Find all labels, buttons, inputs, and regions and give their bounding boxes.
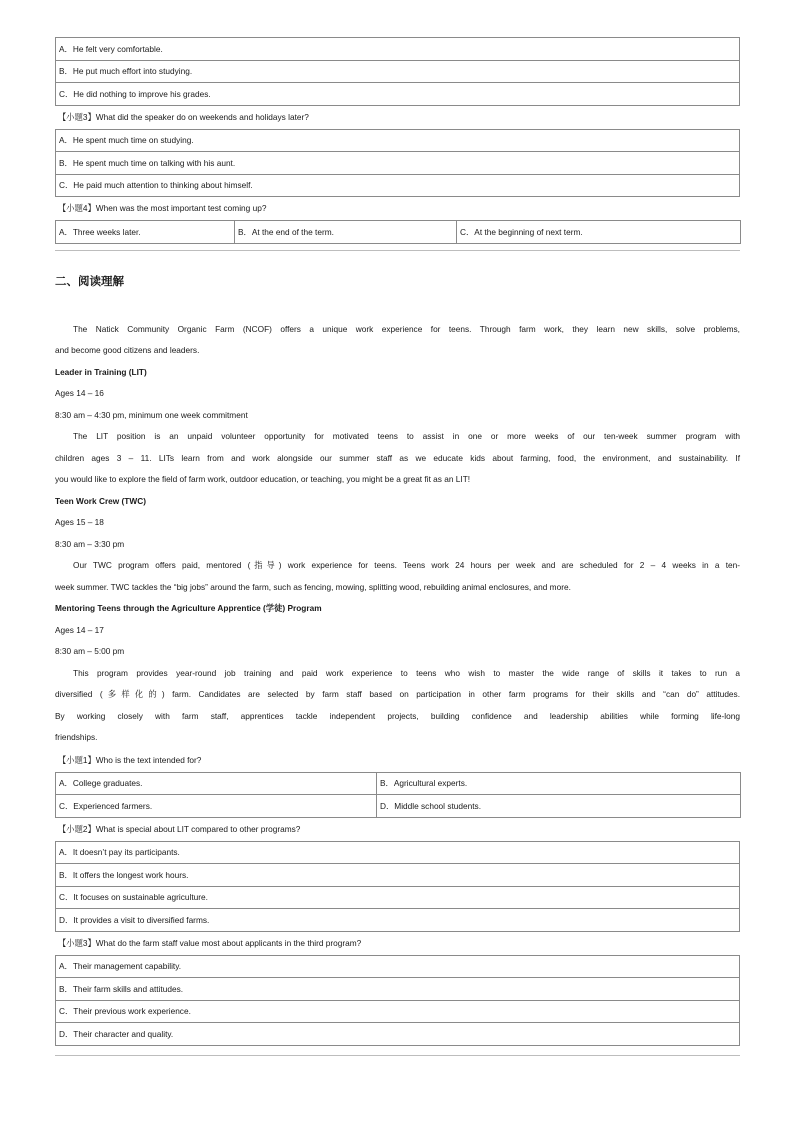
passage-line: children ages 3 – 11. LITs learn from and work alongside our summer staff as we educate kids about farming, food, the environment, and sustainability. If — [55, 452, 740, 463]
option-b[interactable]: B．It offers the longest work hours. — [56, 864, 740, 887]
option-a[interactable]: A．College graduates. — [56, 772, 377, 795]
option-c[interactable]: C．Experienced farmers. — [56, 795, 377, 818]
passage-line: week summer. TWC tackles the “big jobs” around the farm, such as fencing, mowing, splitting wood, rebuilding animal enclosures, and more. — [55, 581, 571, 592]
program-ages: Ages 14 – 16 — [55, 388, 104, 398]
option-c[interactable]: C．Their previous work experience. — [56, 1000, 740, 1023]
option-c[interactable]: C．At the beginning of next term. — [457, 221, 741, 244]
passage-line: By working closely with farm staff, apprentices tackle independent projects, building confidence and leadership abilities while forming life-long — [55, 710, 740, 721]
question-3: 【小题3】What do the farm staff value most about applicants in the third program? — [58, 937, 362, 948]
option-a[interactable]: A．He spent much time on studying. — [56, 129, 740, 152]
program-hours: 8:30 am – 4:30 pm, minimum one week commitment — [55, 409, 248, 420]
option-a[interactable]: A．Their management capability. — [56, 955, 740, 978]
worksheet-page — [55, 37, 740, 1056]
program-ages: Ages 15 – 18 — [55, 517, 104, 527]
q3-options-table — [55, 129, 740, 198]
option-a[interactable]: A．Three weeks later. — [56, 221, 235, 244]
q2-options-table — [55, 841, 740, 932]
passage-line: Our TWC program offers paid, mentored (指导) work experience for teens. Teens work 24 hours per week and are scheduled for 2 – 4 weeks in a ten- — [73, 560, 740, 570]
passage-line: you would like to explore the field of farm work, outdoor education, or teaching, you might be a great fit as an LIT! — [55, 474, 471, 484]
program-ages: Ages 14 – 17 — [55, 624, 104, 635]
q4-options-table — [55, 220, 741, 244]
program-heading-apprentice: Mentoring Teens through the Agriculture Apprentice (学徒) Program — [55, 603, 322, 613]
option-b[interactable]: B．He spent much time on talking with his aunt. — [56, 152, 740, 175]
page-bottom-divider — [55, 1055, 740, 1056]
q2-options-table — [55, 37, 740, 106]
question-1: 【小题1】Who is the text intended for? — [58, 754, 202, 765]
section-title: 二、阅读理解 — [55, 273, 124, 288]
option-d[interactable]: D．It provides a visit to diversified farms. — [56, 909, 740, 932]
section-divider — [55, 250, 740, 251]
option-b[interactable]: B．Agricultural experts. — [377, 772, 741, 795]
program-hours: 8:30 am – 5:00 pm — [55, 646, 125, 656]
option-d[interactable]: D．Their character and quality. — [56, 1023, 740, 1046]
option-a[interactable]: A．He felt very comfortable. — [56, 38, 740, 61]
q3-options-table — [55, 955, 740, 1046]
option-b[interactable]: B．At the end of the term. — [235, 221, 457, 244]
passage-line: The LIT position is an unpaid volunteer opportunity for motivated teens to assist in one or more weeks of our ten-week summer program with — [73, 431, 740, 441]
program-heading-lit: Leader in Training (LIT) — [55, 366, 147, 377]
option-c[interactable]: C．He did nothing to improve his grades. — [56, 83, 740, 106]
passage-line: diversified (多样化的) farm. Candidates are selected by farm staff based on participation in other farm programs for their skills and “can do” attitudes. — [55, 689, 740, 699]
q1-options-table — [55, 772, 741, 818]
question-4: 【小题4】When was the most important test coming up? — [58, 203, 267, 213]
option-c[interactable]: C．He paid much attention to thinking about himself. — [56, 174, 740, 197]
passage-line: The Natick Community Organic Farm (NCOF) offers a unique work experience for teens. Through farm work, they learn new skills, solve problems, — [73, 323, 740, 334]
passage-line: This program provides year-round job training and paid work experience to teens who wish to master the wide range of skills it takes to run a — [73, 667, 740, 678]
option-c[interactable]: C．It focuses on sustainable agriculture. — [56, 886, 740, 909]
option-d[interactable]: D．Middle school students. — [377, 795, 741, 818]
passage-line: and become good citizens and leaders. — [55, 345, 200, 355]
question-3: 【小题3】What did the speaker do on weekends and holidays later? — [58, 111, 309, 122]
option-a[interactable]: A．It doesn’t pay its participants. — [56, 841, 740, 864]
reading-passage — [55, 319, 740, 749]
option-b[interactable]: B．He put much effort into studying. — [56, 60, 740, 83]
passage-line: friendships. — [55, 732, 98, 742]
program-heading-twc: Teen Work Crew (TWC) — [55, 495, 146, 506]
option-b[interactable]: B．Their farm skills and attitudes. — [56, 978, 740, 1001]
question-2: 【小题2】What is special about LIT compared to other programs? — [58, 823, 301, 834]
program-hours: 8:30 am – 3:30 pm — [55, 538, 125, 549]
